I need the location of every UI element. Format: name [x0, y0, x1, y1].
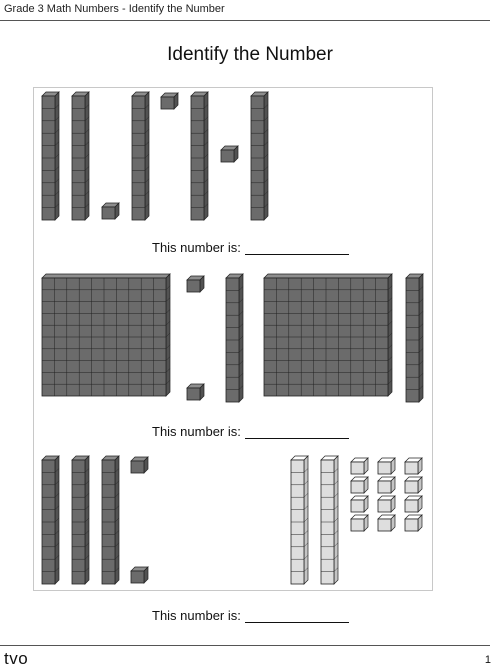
- footer-rule: [0, 645, 490, 646]
- tens-rod: [102, 456, 119, 584]
- ones-cube: [378, 515, 395, 531]
- hundreds-flat: [42, 274, 170, 396]
- tens-rod: [406, 274, 423, 402]
- ones-cube: [221, 146, 238, 162]
- ones-cube: [131, 567, 148, 583]
- tens-rod: [132, 92, 149, 220]
- ones-cube: [351, 477, 368, 493]
- tens-rod: [291, 456, 308, 584]
- ones-cube: [161, 93, 178, 109]
- ones-cube: [351, 515, 368, 531]
- tens-rod: [191, 92, 208, 220]
- ones-cube: [131, 457, 148, 473]
- ones-cube: [405, 458, 422, 474]
- prompt-3-label: This number is:: [152, 608, 241, 623]
- ones-cube: [187, 276, 204, 292]
- ones-cube: [405, 496, 422, 512]
- tens-rod: [321, 456, 338, 584]
- prompt-1-label: This number is:: [152, 240, 241, 255]
- tens-rod: [42, 92, 59, 220]
- ones-cube: [405, 515, 422, 531]
- tens-rod: [72, 456, 89, 584]
- tens-rod: [226, 274, 243, 402]
- tens-rod: [251, 92, 268, 220]
- ones-cube: [378, 477, 395, 493]
- tens-rod: [42, 456, 59, 584]
- ones-cube: [102, 203, 119, 219]
- tens-rod: [72, 92, 89, 220]
- page-number: 1: [484, 654, 491, 666]
- ones-cube: [351, 458, 368, 474]
- footer-logo: tvo: [4, 649, 29, 668]
- page-title: Identify the Number: [167, 44, 333, 65]
- ones-cube: [378, 496, 395, 512]
- header-title: Grade 3 Math Numbers - Identify the Number: [4, 3, 225, 15]
- ones-cube: [351, 496, 368, 512]
- ones-cube: [187, 384, 204, 400]
- ones-cube: [405, 477, 422, 493]
- prompt-2-label: This number is:: [152, 424, 241, 439]
- hundreds-flat: [264, 274, 392, 396]
- ones-cube: [378, 458, 395, 474]
